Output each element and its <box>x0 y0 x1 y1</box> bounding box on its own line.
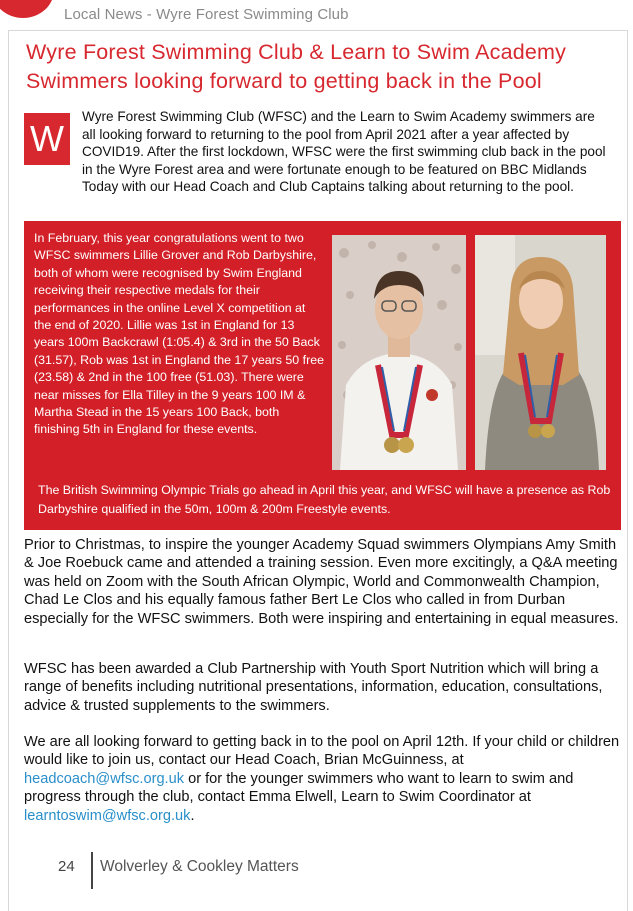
learntoswim-email-link[interactable]: learntoswim@wfsc.org.uk <box>24 807 191 824</box>
contact-text-end: . <box>190 807 195 824</box>
paragraph-partnership: WFSC has been awarded a Club Partnership with Youth Sport Nutrition which will bring a range of benefits including nutritional presentations, information, education, consultations, advice & trusted supplements to the swimmers. <box>24 661 603 714</box>
photo-rob-darbyshire <box>332 235 466 470</box>
corner-decoration <box>0 0 54 18</box>
section-label: Local News - Wyre Forest Swimming Club <box>64 6 349 23</box>
olympic-trials-text: The British Swimming Olympic Trials go ahead in April this year, and WFSC will have a presence as Rob Darbyshire qualified in the 50m, 100m & 200m Freestyle events. <box>38 483 611 516</box>
headline-line-2: Swimmers looking forward to getting back in the Pool <box>26 69 542 93</box>
intro-paragraph: Wyre Forest Swimming Club (WFSC) and the Learn to Swim Academy swimmers are all looking forward to returning to the pool from April 2021 after a year affected by COVID19. After the first lockdown, WFSC were the first swimming club back in the pool in the Wyre Forest area and were fortunate enough to be featured on BBC Midlands Today with our Head Coach and Club Captains talking about returning to the pool. <box>82 109 606 195</box>
photo-lillie-grover <box>475 235 606 470</box>
contact-text-2: or for the younger swimmers who want to learn to swim and progress through the club, contact Emma Elwell, Learn to Swim Coordinator at <box>24 770 574 806</box>
footer-divider <box>91 852 93 889</box>
contact-text-1: We are all looking forward to getting back in to the pool on April 12th. If your child or children would like to join us, contact our Head Coach, Brian McGuinness, at <box>24 734 620 769</box>
drop-cap: W <box>24 113 70 165</box>
page-number: 24 <box>58 858 75 875</box>
article-headline <box>26 38 616 96</box>
highlight-panel <box>24 221 621 530</box>
paragraph-christmas: Prior to Christmas, to inspire the younger Academy Squad swimmers Olympians Amy Smith & Joe Roebuck came and attended a training session. Even more excitingly, a Q&A meeting was held on Zoom with the South African Olympic, World and Commonwealth Champion, Chad Le Clos and his equally famous father Bert Le Clos who called in from Durban especially for the WFSC swimmers. Both were inspiring and entertaining in equal measures. <box>24 537 619 627</box>
headline-line-1: Wyre Forest Swimming Club & Learn to Swim Academy <box>26 40 567 64</box>
publication-title: Wolverley & Cookley Matters <box>100 858 299 875</box>
paragraph-contact <box>24 733 624 825</box>
congratulations-text: In February, this year congratulations went to two WFSC swimmers Lillie Grover and Rob Darbyshire, both of whom were recognised by Swim England receiving their respective medals for their performances in the online Level X competition at the end of 2020. Lillie was 1st in England for 13 years 100m Backcrawl (1:05.4) & 3rd in the 50 Back (31.57), Rob was 1st in England the 17 years 50 free (23.58) & 2nd in the 100 free (51.03). There were near misses for Ella Tilley in the 9 years 100 IM & Martha Stead in the 15 years 100 Back, both finishing 5th in England for these events. <box>34 231 324 437</box>
headcoach-email-link[interactable]: headcoach@wfsc.org.uk <box>24 770 185 787</box>
